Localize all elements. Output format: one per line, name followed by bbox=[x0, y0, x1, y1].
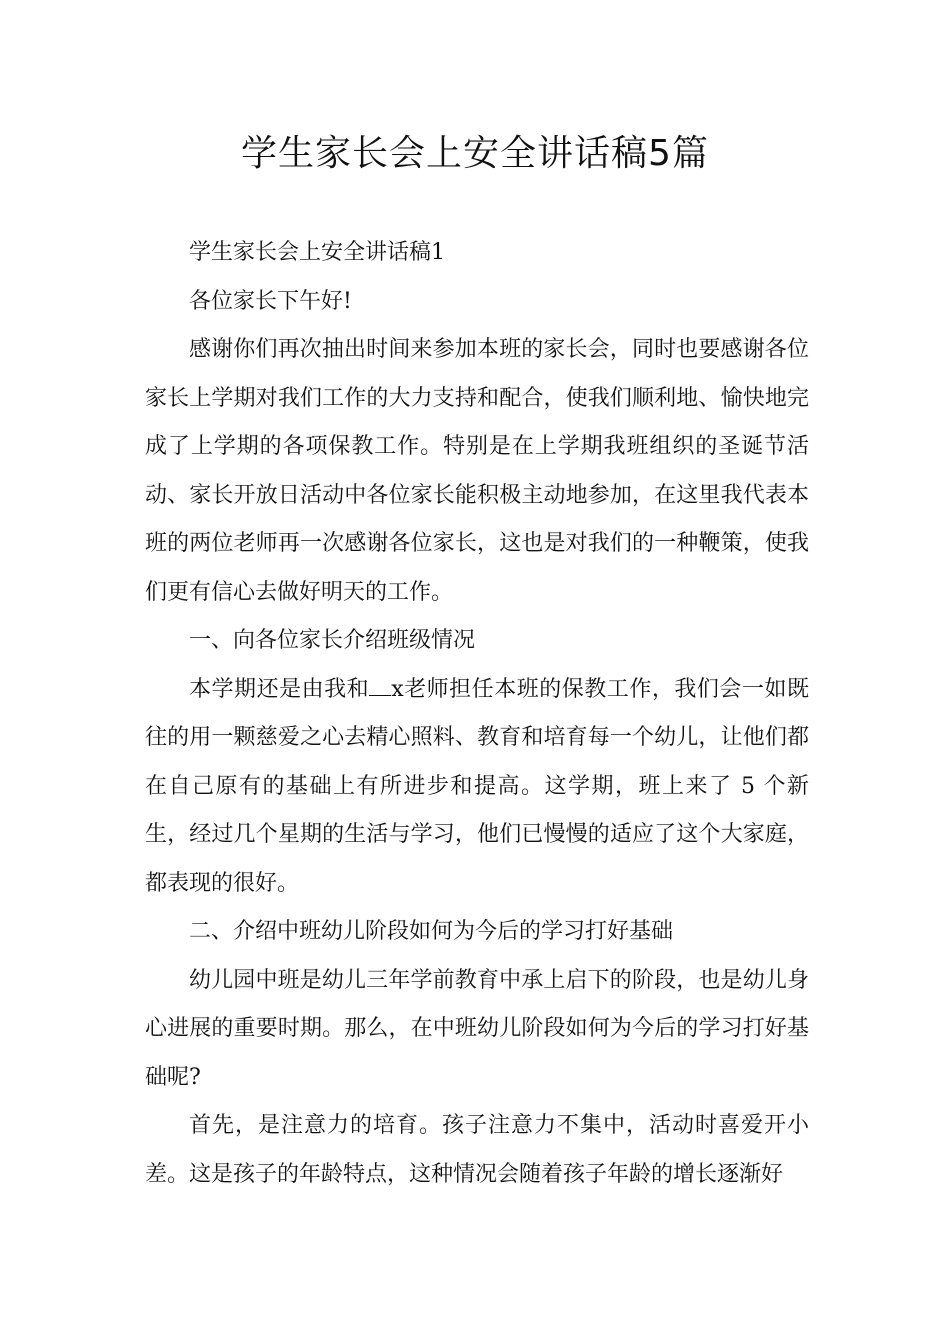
paragraph-class-intro bbox=[145, 666, 809, 909]
document-body bbox=[145, 229, 809, 1199]
paragraph-thanks: 感谢你们再次抽出时间来参加本班的家长会，同时也要感谢各位家长上学期对我们工作的大力支持和配合，使我们顺利地、愉快地完成了上学期的各项保教工作。特别是在上学期我班组织的圣诞节活动、家长开放日活动中各位家长能积极主动地参加，在这里我代表本班的两位老师再一次感谢各位家长，这也是对我们的一种鞭策，使我们更有信心去做好明天的工作。 bbox=[145, 337, 809, 605]
paragraph-class-intro-rest: x老师担任本班的保教工作，我们会一如既往的用一颗慈爱之心去精心照料、教育和培育每一个幼儿，让他们都在自己原有的基础上有所进步和提高。这学期，班上来了 5 个新生，经过几个星期的生活与学习，他们已慢慢的适应了这个大家庭，都表现的很好。 bbox=[145, 676, 809, 896]
heading-learning-foundation: 二、介绍中班幼儿阶段如何为今后的学习打好基础 bbox=[189, 919, 674, 944]
greeting-line: 各位家长下午好! bbox=[189, 288, 352, 314]
name-blank bbox=[369, 677, 391, 696]
heading-class-intro: 一、向各位家长介绍班级情况 bbox=[189, 628, 476, 653]
document-title: 学生家长会上安全讲话稿5篇 bbox=[241, 133, 709, 174]
paragraph-attention: 首先，是注意力的培育。孩子注意力不集中，活动时喜爱开小差。这是孩子的年龄特点，这种情况会随着孩子年龄的增长逐渐好 bbox=[145, 1113, 809, 1187]
paragraph-class-intro-start: 本学期还是由我和 bbox=[189, 676, 370, 702]
paragraph-middle-class: 幼儿园中班是幼儿三年学前教育中承上启下的阶段，也是幼儿身心进展的重要时期。那么，在中班幼儿阶段如何为今后的学习打好基础呢? bbox=[145, 967, 809, 1090]
section-heading: 学生家长会上安全讲话稿1 bbox=[189, 240, 445, 265]
